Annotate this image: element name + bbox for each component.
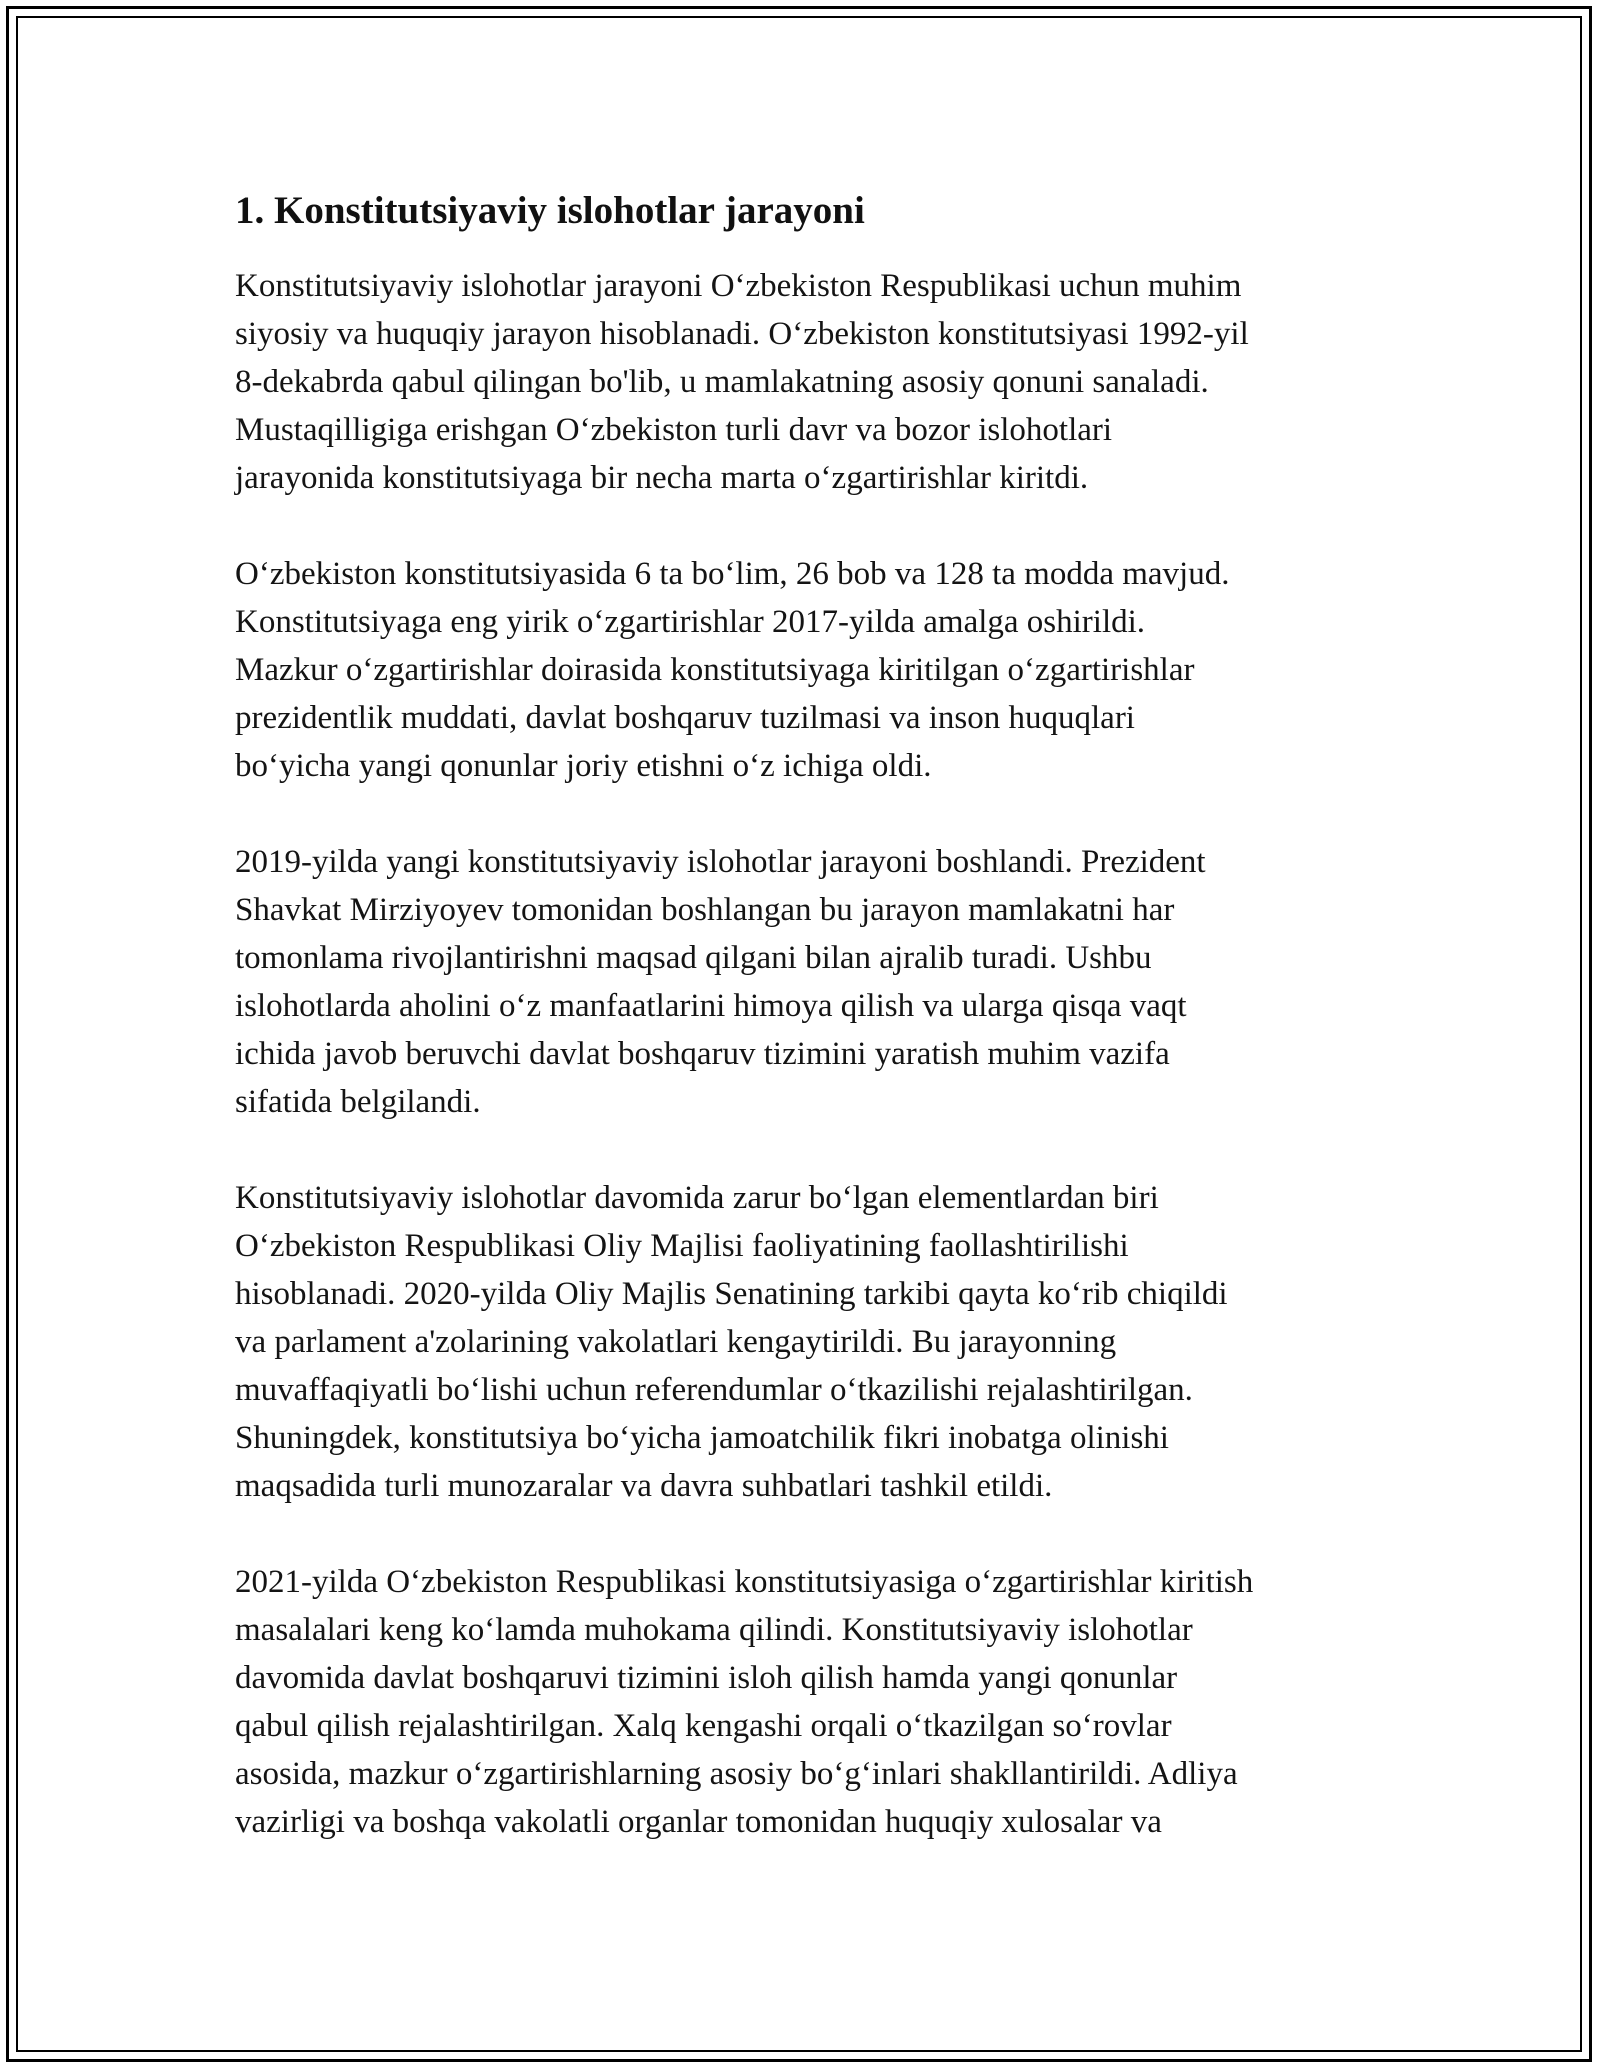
- text-line: hisoblanadi. 2020-yilda Oliy Majlis Senatining tarkibi qayta ko‘rib chiqildi: [235, 1276, 1228, 1312]
- text-line: ichida javob beruvchi davlat boshqaruv tizimini yaratish muhim vazifa: [235, 1036, 1170, 1072]
- text-line: muvaffaqiyatli bo‘lishi uchun referendumlar o‘tkazilishi rejalashtirilgan.: [235, 1372, 1193, 1408]
- text-line: Shavkat Mirziyoyev tomonidan boshlangan bu jarayon mamlakatni har: [235, 892, 1175, 928]
- text-line: prezidentlik muddati, davlat boshqaruv tuzilmasi va inson huquqlari: [235, 700, 1135, 736]
- paragraph-5: [235, 1558, 1395, 1846]
- text-line: Konstitutsiyaga eng yirik o‘zgartirishlar 2017-yilda amalga oshirildi.: [235, 604, 1146, 640]
- text-line: sifatida belgilandi.: [235, 1084, 481, 1120]
- text-line: 2019-yilda yangi konstitutsiyaviy islohotlar jarayoni boshlandi. Prezident: [235, 844, 1206, 880]
- text-line: 2021-yilda O‘zbekiston Respublikasi konstitutsiyasiga o‘zgartirishlar kiritish: [235, 1564, 1254, 1600]
- text-line: 8-dekabrda qabul qilingan bo'lib, u mamlakatning asosiy qonuni sanaladi.: [235, 364, 1209, 400]
- paragraph-4: [235, 1174, 1395, 1510]
- text-line: masalalari keng ko‘lamda muhokama qilindi. Konstitutsiyaviy islohotlar: [235, 1612, 1193, 1648]
- paragraph-3: [235, 838, 1395, 1126]
- text-line: jarayonida konstitutsiyaga bir necha marta o‘zgartirishlar kiritdi.: [235, 460, 1089, 496]
- text-line: vazirligi va boshqa vakolatli organlar tomonidan huquqiy xulosalar va: [235, 1804, 1162, 1840]
- paragraph-1: [235, 262, 1395, 502]
- text-line: qabul qilish rejalashtirilgan. Xalq kengashi orqali o‘tkazilgan so‘rovlar: [235, 1708, 1172, 1744]
- text-line: Konstitutsiyaviy islohotlar davomida zarur bo‘lgan elementlardan biri: [235, 1180, 1159, 1216]
- section-heading: 1. Konstitutsiyaviy islohotlar jarayoni: [235, 189, 865, 232]
- text-line: maqsadida turli munozaralar va davra suhbatlari tashkil etildi.: [235, 1468, 1053, 1504]
- text-line: Mazkur o‘zgartirishlar doirasida konstitutsiyaga kiritilgan o‘zgartirishlar: [235, 652, 1195, 688]
- text-line: O‘zbekiston konstitutsiyasida 6 ta bo‘lim, 26 bob va 128 ta modda mavjud.: [235, 556, 1230, 592]
- text-line: Shuningdek, konstitutsiya bo‘yicha jamoatchilik fikri inobatga olinishi: [235, 1420, 1169, 1456]
- text-line: bo‘yicha yangi qonunlar joriy etishni o‘z ichiga oldi.: [235, 748, 932, 784]
- text-line: siyosiy va huquqiy jarayon hisoblanadi. O‘zbekiston konstitutsiyasi 1992-yil: [235, 316, 1249, 352]
- text-line: Mustaqilligiga erishgan O‘zbekiston turli davr va bozor islohotlari: [235, 412, 1113, 448]
- text-line: islohotlarda aholini o‘z manfaatlarini himoya qilish va ularga qisqa vaqt: [235, 988, 1187, 1024]
- paragraph-2: [235, 550, 1395, 790]
- document-body: [235, 186, 1395, 1894]
- text-line: tomonlama rivojlantirishni maqsad qilgani bilan ajralib turadi. Ushbu: [235, 940, 1152, 976]
- text-line: Konstitutsiyaviy islohotlar jarayoni O‘zbekiston Respublikasi uchun muhim: [235, 268, 1242, 304]
- text-line: davomida davlat boshqaruvi tizimini isloh qilish hamda yangi qonunlar: [235, 1660, 1178, 1696]
- text-line: O‘zbekiston Respublikasi Oliy Majlisi faoliyatining faollashtirilishi: [235, 1228, 1129, 1264]
- text-line: asosida, mazkur o‘zgartirishlarning asosiy bo‘g‘inlari shakllantirildi. Adliya: [235, 1756, 1238, 1792]
- text-line: va parlament a'zolarining vakolatlari kengaytirildi. Bu jarayonning: [235, 1324, 1117, 1360]
